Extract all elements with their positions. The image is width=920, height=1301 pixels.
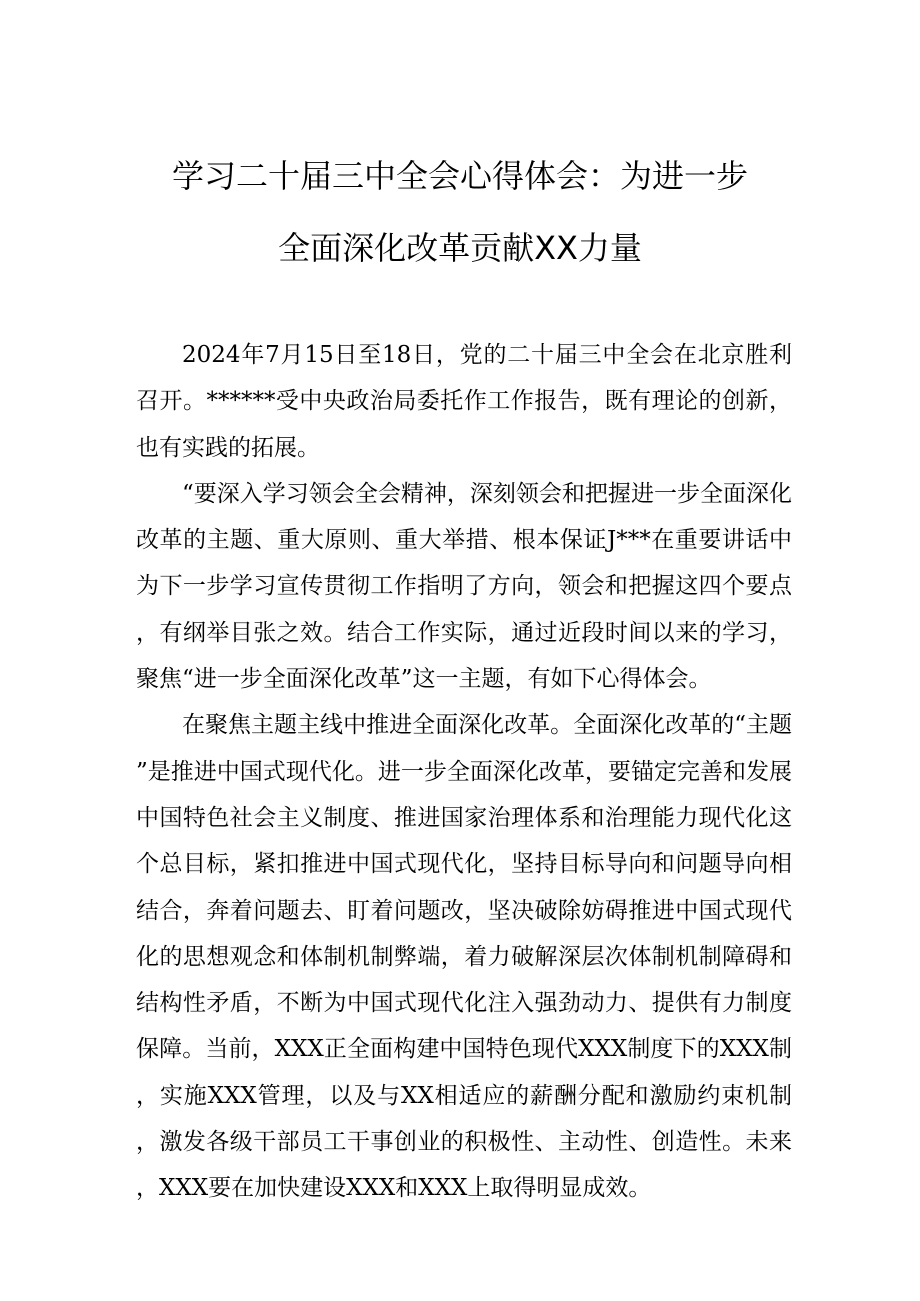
document-title-line-2: 全面深化改革贡献XX力量	[278, 229, 642, 267]
document-body	[136, 332, 792, 1212]
paragraph-2: “要深入学习领会全会精神，深刻领会和把握进一步全面深化改革的主题、重大原则、重大举措、根本保证J***在重要讲话中为下一步学习宣传贯彻工作指明了方向，领会和把握这四个要点，有纲举目张之效。结合工作实际，通过近段时间以来的学习，聚焦“进一步全面深化改革”这一主题，有如下心得体会。	[136, 480, 792, 693]
paragraph-1: 2024年7月15日至18日，党的二十届三中全会在北京胜利召开。******受中央政治局委托作工作报告，既有理论的创新，也有实践的拓展。	[136, 342, 792, 461]
paragraph-3: 在聚焦主题主线中推进全面深化改革。全面深化改革的“主题”是推进中国式现代化。进一步全面深化改革，要锚定完善和发展中国特色社会主义制度、推进国家治理体系和治理能力现代化这个总目标，紧扣推进中国式现代化，坚持目标导向和问题导向相结合，奔着问题去、盯着问题改，坚决破除妨碍推进中国式现代化的思想观念和体制机制弊端，着力破解深层次体制机制障碍和结构性矛盾，不断为中国式现代化注入强劲动力、提供有力制度保障。当前，XXX正全面构建中国特色现代XXX制度下的XXX制，实施XXX管理，以及与XX相适应的薪酬分配和激励约束机制，激发各级干部员工干事创业的积极性、主动性、创造性。未来，XXX要在加快建设XXX和XXX上取得明显成效。	[136, 712, 792, 1202]
document-title-line-1: 学习二十届三中全会心得体会：为进一步	[171, 157, 748, 195]
